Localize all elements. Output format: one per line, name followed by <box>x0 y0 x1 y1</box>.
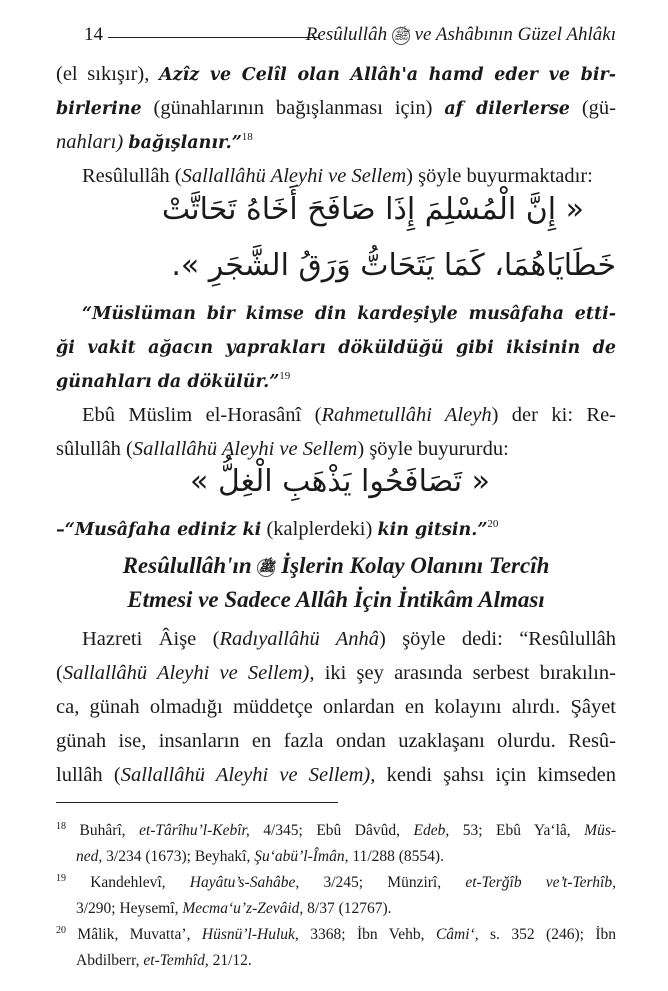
running-header <box>56 22 616 52</box>
salawat-seal-icon: ﷺ <box>258 559 275 575</box>
bold-italic-run: günahları da dökülür.” <box>56 372 280 392</box>
quote-line-1 <box>56 296 616 331</box>
text-run: 53; Ebû Ya‘lâ, <box>449 822 585 839</box>
text-run: iki şey arasında serbest bırakılın- <box>314 662 616 684</box>
header-title <box>306 24 616 46</box>
text-run: ( <box>56 662 63 684</box>
italic-run: Radıyallâhü Anhâ <box>219 628 379 650</box>
bold-italic-run: –“Musâfaha ediniz ki <box>56 520 262 540</box>
italic-run: ned, <box>76 848 103 865</box>
body-line-4 <box>56 159 616 193</box>
bold-italic-run: “Müslüman bir kimse din kardeşiyle musâfaha etti- <box>82 304 616 324</box>
text-run: 3/290; Heysemî, <box>76 900 183 917</box>
arabic-hadith-line-1: « إِنَّ الْمُسْلِمَ إِذَا صَافَحَ أَخَاهُ تَحَاتَّتْ <box>161 192 584 227</box>
text-run: 3/245; Münzirî, <box>299 874 466 891</box>
text-run: Hazreti Âişe ( <box>82 628 220 650</box>
header-rule <box>108 37 320 38</box>
footnote-ref-20: 20 <box>487 518 499 531</box>
italic-run: Şu‘abü’l-Îmân, <box>254 848 349 865</box>
italic-run: Sallallâhü Aleyhi ve Sellem <box>181 165 407 187</box>
footnote-number: 20 <box>56 924 66 936</box>
text-run: Kandehlevî, <box>66 874 190 891</box>
italic-run: Sallallâhü Aleyhi ve Sellem), <box>120 764 376 786</box>
text-run: ) şöyle buyurmaktadır: <box>406 165 593 187</box>
text-run: Resûlullâh ( <box>82 165 182 187</box>
footnote-20-line-2 <box>76 948 616 974</box>
text-run: 4/345; Ebû Dâvûd, <box>249 822 414 839</box>
quote-line-3 <box>56 364 616 399</box>
text-run: (kalplerdeki) <box>261 518 378 540</box>
text-run: Abdilberr, <box>76 952 144 969</box>
text-run: 11/288 (8554). <box>348 848 444 865</box>
body-line-11 <box>56 758 616 792</box>
text-run: lullâh ( <box>56 764 121 786</box>
text-run: Mâlik, Muvatta’, <box>66 926 202 943</box>
text-run: ) der ki: Re- <box>491 404 617 426</box>
bold-italic-run: bağışlanır.” <box>128 133 242 153</box>
footnote-ref-19: 19 <box>279 370 291 383</box>
italic-run: et-Temhîd, <box>143 952 209 969</box>
header-title-b: ve Ashâbının Güzel Ahlâkı <box>414 24 616 45</box>
italic-run: nahları) <box>56 131 129 153</box>
text-run: sûlullâh ( <box>56 438 133 460</box>
italic-run: Hüsnü’l-Huluk, <box>201 926 299 943</box>
arabic-hadith-line-2: خَطَايَاهُمَا، كَمَا يَتَحَاتُّ وَرَقُ الشَّجَرِ ». <box>171 248 616 283</box>
body-line-10: günah ise, insanların en fazla ondan uzaklaşanı olurdu. Resû- <box>56 730 616 752</box>
bold-italic-run: kin gitsin.” <box>377 520 488 540</box>
heading-text: İşlerin Kolay Olanını Tercîh <box>281 553 550 578</box>
italic-run: Rahmetullâhi Aleyh <box>321 404 492 426</box>
footnote-19-line-1 <box>56 870 616 896</box>
heading-text: Resûlullâh'ın <box>122 553 252 578</box>
text-run: 3368; İbn Vehb, <box>298 926 436 943</box>
italic-run: Edeb, <box>413 822 450 839</box>
body-line-9: ca, günah olmadığı müddetçe onlardan en kolayını alırdı. Şâyet <box>56 696 616 718</box>
hadith-translation <box>56 512 616 547</box>
text-run: Buhârî, <box>66 822 140 839</box>
quote-line-2 <box>56 330 616 365</box>
salawat-seal-icon: ﷺ <box>392 27 409 43</box>
body-line-5 <box>56 398 616 432</box>
italic-run: et-Terğîb ve’t-Terhîb, <box>465 874 616 891</box>
bold-italic-run: Azîz ve Celîl olan Allâh'a hamd eder ve bir- <box>159 65 616 85</box>
italic-run: Sallallâhü Aleyhi ve Sellem <box>132 438 358 460</box>
body-line-7 <box>56 622 616 656</box>
page-number: 14 <box>84 24 103 45</box>
italic-run: Câmi‘, <box>435 926 479 943</box>
bold-italic-run: ği vakit ağacın yaprakları döküldüğü gibi ikisinin de <box>56 338 616 358</box>
footnote-number: 19 <box>56 872 66 884</box>
body-line-1 <box>56 57 616 92</box>
footnote-number: 18 <box>56 820 66 832</box>
text-run: 21/12. <box>208 952 252 969</box>
text-run: 3/234 (1673); Beyhakî, <box>102 848 255 865</box>
body-line-3 <box>56 125 616 160</box>
arabic-hadith-line-3: « تَصَافَحُوا يَذْهَبِ الْغِلُّ » <box>190 464 490 499</box>
body-line-8 <box>56 656 616 690</box>
text-run: (gü- <box>569 97 616 119</box>
footnote-separator <box>56 802 338 803</box>
italic-run: Hayâtu’s-Sahâbe, <box>189 874 300 891</box>
italic-run: Sallallâhü Aleyhi ve Sellem), <box>62 662 315 684</box>
section-heading-line-1 <box>56 550 616 582</box>
italic-run: et-Târîhu’l-Kebîr, <box>139 822 250 839</box>
text-run: (günahlarının bağışlanması için) <box>141 97 445 119</box>
header-title-a: Resûlullâh <box>305 24 388 45</box>
text-run: 8/37 (12767). <box>303 900 392 917</box>
italic-run: Müs- <box>584 822 617 839</box>
footnote-18-line-1 <box>56 818 616 844</box>
text-run: ) şöyle buyururdu: <box>357 438 509 460</box>
text-run: Ebû Müslim el-Horasânî ( <box>82 404 322 426</box>
text-run: s. 352 (246); İbn <box>478 926 617 943</box>
body-line-6 <box>56 432 616 466</box>
footnote-19-line-2 <box>76 896 616 922</box>
footnote-ref-18: 18 <box>241 131 253 144</box>
bold-italic-run: af dilerlerse <box>444 99 570 119</box>
bold-italic-run: birlerine <box>56 99 142 119</box>
body-line-2 <box>56 91 616 126</box>
footnote-20-line-1 <box>56 922 616 948</box>
text-run: kendi şahsı için kimseden <box>375 764 616 786</box>
text-run: (el sıkışır), <box>56 63 160 85</box>
footnote-18-line-2 <box>76 844 616 870</box>
section-heading-line-2: Etmesi ve Sadece Allâh İçin İntikâm Alması <box>127 587 545 612</box>
text-run: ) şöyle dedi: “Resûlullâh <box>378 628 616 650</box>
italic-run: Mecma‘u’z-Zevâid, <box>182 900 304 917</box>
